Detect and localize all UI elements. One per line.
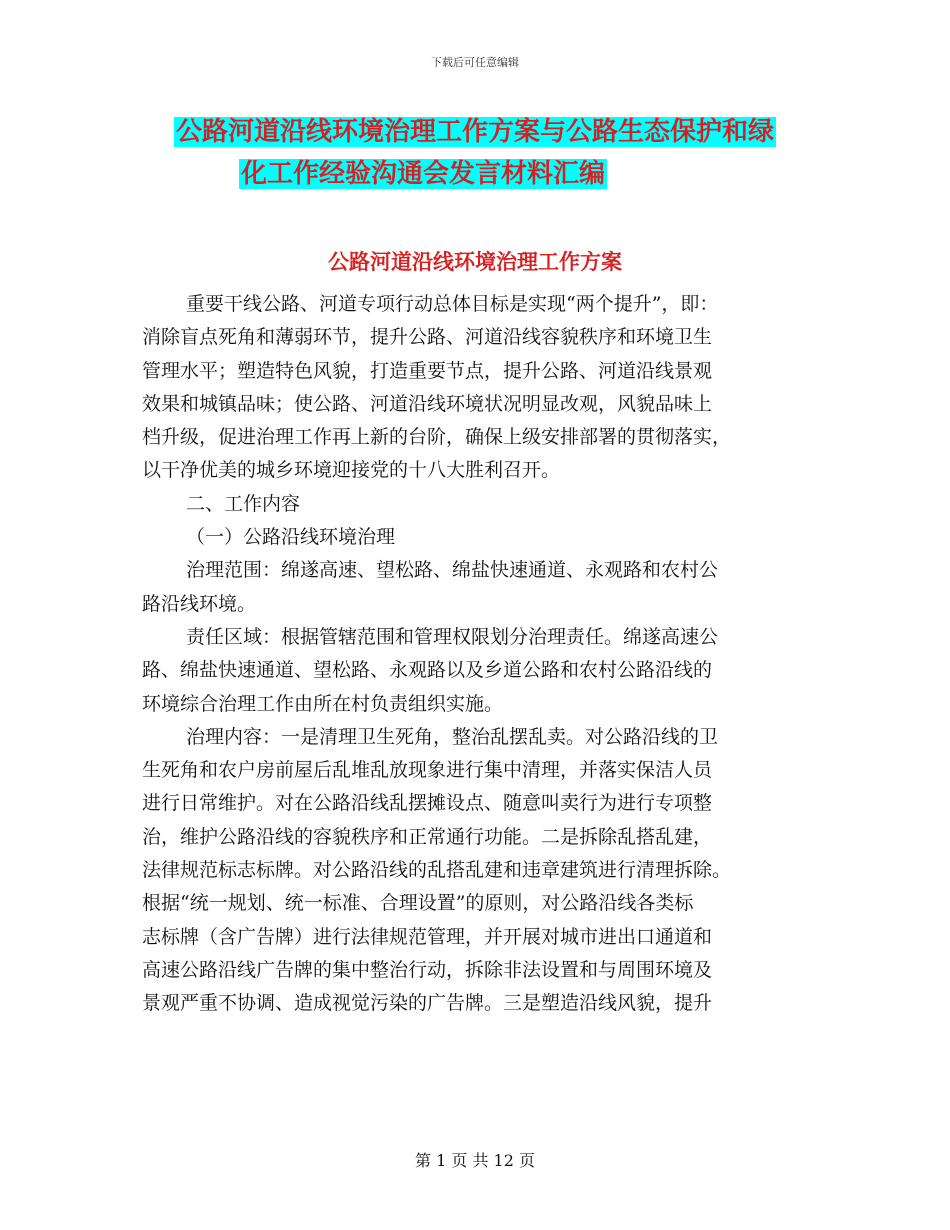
- text-line: 管理水平；塑造特色风貌，打造重要节点，提升公路、河道沿线景观: [142, 359, 713, 382]
- text-line: 环境综合治理工作由所在村负责组织实施。: [142, 692, 504, 715]
- text-line: 效果和城镇品味；使公路、河道沿线环境状况明显改观，风貌品味上: [142, 392, 713, 415]
- text-line: 治，维护公路沿线的容貌秩序和正常通行功能。二是拆除乱搭乱建，: [142, 825, 713, 848]
- document-title-line-1: [0, 116, 950, 148]
- body-text: [142, 288, 810, 1021]
- page-number: 第 1 页 共 12 页: [415, 1151, 535, 1170]
- text-line: 以干净优美的城乡环境迎接党的十八大胜利召开。: [142, 459, 561, 482]
- text-line: 治理范围：绵遂高速、望松路、绵盐快速通道、永观路和农村公: [186, 559, 719, 582]
- text-line: 路、绵盐快速通道、望松路、永观路以及乡道公路和农村公路沿线的: [142, 659, 713, 682]
- text-line: 进行日常维护。对在公路沿线乱摆摊设点、随意叫卖行为进行专项整: [142, 792, 713, 815]
- heading-work-content: 二、工作内容: [186, 492, 301, 515]
- document-title-line-2: [0, 158, 898, 190]
- text-line: 路沿线环境。: [142, 592, 257, 615]
- text-line: 法律规范标志标牌。对公路沿线的乱搭乱建和违章建筑进行清理拆除。: [142, 859, 732, 882]
- header-note: 下载后可任意编辑: [431, 56, 519, 69]
- text-line: 责任区域：根据管辖范围和管理权限划分治理责任。绵遂高速公: [186, 625, 719, 648]
- text-line: 消除盲点死角和薄弱环节，提升公路、河道沿线容貌秩序和环境卫生: [142, 326, 713, 349]
- title-highlight: 公路河道沿线环境治理工作方案与公路生态保护和绿: [175, 117, 774, 147]
- text-line: 志标牌（含广告牌）进行法律规范管理，并开展对城市进出口通道和: [142, 925, 713, 948]
- text-line: 治理内容：一是清理卫生死角，整治乱摆乱卖。对公路沿线的卫: [186, 725, 719, 748]
- text-line: 景观严重不协调、造成视觉污染的广告牌。三是塑造沿线风貌，提升: [142, 992, 713, 1015]
- text-line: 生死角和农户房前屋后乱堆乱放现象进行集中清理，并落实保洁人员: [142, 759, 713, 782]
- text-line: 重要干线公路、河道专项行动总体目标是实现“两个提升”，即：: [186, 293, 719, 315]
- section-title: 公路河道沿线环境治理工作方案: [328, 249, 622, 274]
- subheading-road-environment: （一）公路沿线环境治理: [186, 526, 396, 549]
- text-line: 高速公路沿线广告牌的集中整治行动，拆除非法设置和与周围环境及: [142, 958, 713, 981]
- text-line: 根据“统一规划、统一标准、合理设置”的原则，对公路沿线各类标: [142, 892, 694, 915]
- text-line: 档升级，促进治理工作再上新的台阶，确保上级安排部署的贯彻落实，: [142, 426, 732, 449]
- title-highlight: 化工作经验沟通会发言材料汇编: [240, 159, 605, 189]
